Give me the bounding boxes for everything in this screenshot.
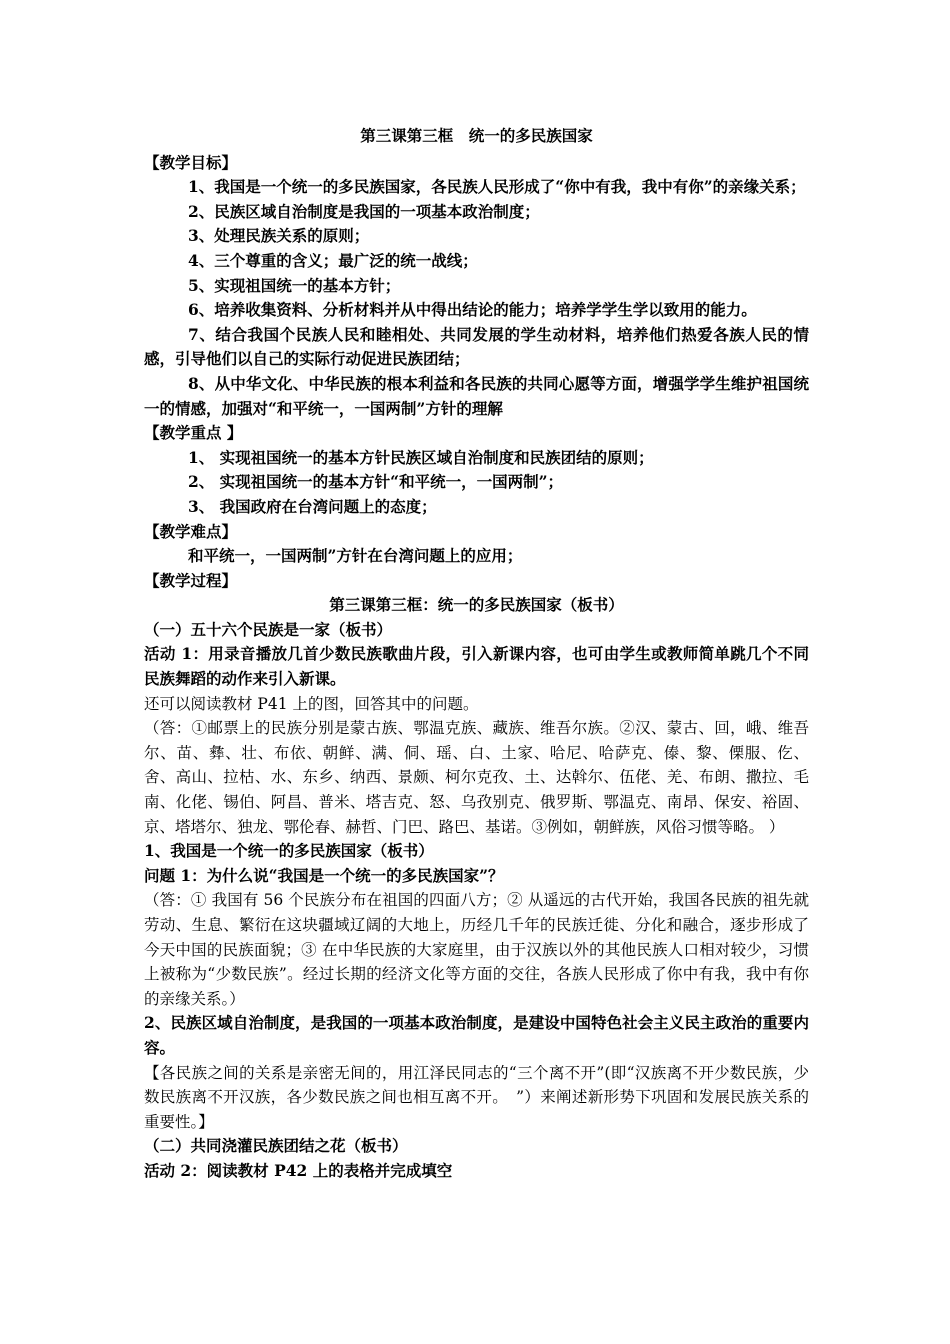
process-header: 【教学过程】 bbox=[144, 570, 238, 590]
activity-1: 活动 1：用录音播放几首少数民族歌曲片段，引入新课内容，也可由学生或教师简单跳几个不同民族舞蹈的动作来引入新课。 bbox=[144, 644, 809, 689]
question-1: 问题 1：为什么说“我国是一个统一的多民族国家”？ bbox=[144, 865, 504, 885]
goals-header: 【教学目标】 bbox=[144, 152, 238, 172]
point-1: 1、我国是一个统一的多民族国家（板书） bbox=[144, 841, 434, 861]
point-2: 2、民族区域自治制度，是我国的一项基本政治制度，是建设中国特色社会主义民主政治的重要内容。 bbox=[144, 1013, 809, 1057]
goal-item: 7、结合我国个民族人民和睦相处、共同发展的学生动材料，培养他们热爱各族人民的情感，引导他们以自己的实际行动促进民族团结； bbox=[144, 324, 809, 369]
document-body bbox=[144, 124, 809, 1184]
section-heading: （一）五十六个民族是一家（板书） bbox=[144, 619, 393, 639]
answer-1: （答：①邮票上的民族分别是蒙古族、鄂温克族、藏族、维吾尔族。②汉、蒙古、回，峨、维吾尔、苗、彝、壮、布依、朝鲜、满、侗、瑶、白、土家、哈尼、哈萨克、傣、黎、傈服、仡、舍、高山、拉枯、水、东乡、纳西、景颇、柯尔克孜、土、达斡尔、伍佬、羌、布朗、撒拉、毛南、化佬、锡伯、阿昌、普米、塔吉克、怒、乌孜别克、俄罗斯、鄂温克、南昂、保安、裕固、京、塔塔尔、独龙、鄂伦春、赫哲、门巴、路巴、基诺。③例如，朝鲜族，风俗习惯等略。 ） bbox=[144, 719, 809, 836]
activity-2: 活动 2：阅读教材 P42 上的表格并完成填空 bbox=[144, 1160, 453, 1180]
quote-block: 【各民族之间的关系是亲密无间的，用江泽民同志的“三个离不开”(即“汉族离不开少数民族，少数民族离不开汉族，各少数民族之间也相互离不开。 ”）来阐述新形势下巩固和发展民族关系的重要性。】 bbox=[144, 1063, 809, 1131]
activity-1-read: 还可以阅读教材 P41 上的图，回答其中的问题。 bbox=[144, 694, 479, 713]
goal-item: 3、处理民族关系的原则； bbox=[188, 226, 370, 246]
difficulty-text: 和平统一，一国两制”方针在台湾问题上的应用； bbox=[188, 546, 523, 566]
key-point-item: 1、 实现祖国统一的基本方针民族区域自治制度和民族团结的原则； bbox=[188, 447, 654, 467]
goal-item: 1、我国是一个统一的多民族国家，各民族人民形成了“你中有我，我中有你”的亲缘关系； bbox=[188, 177, 806, 197]
key-point-item: 2、 实现祖国统一的基本方针“和平统一，一国两制”； bbox=[188, 472, 564, 492]
key-points-header: 【教学重点 】 bbox=[144, 423, 243, 443]
goal-item: 8、从中华文化、中华民族的根本利益和各民族的共同心愿等方面，增强学学生维护祖国统一的情感，加强对“和平统一，一国两制”方针的理解 bbox=[144, 373, 809, 418]
section-heading: （二）共同浇灌民族团结之花（板书） bbox=[144, 1136, 408, 1156]
page-title: 第三课第三框 统一的多民族国家 bbox=[360, 126, 593, 145]
key-point-item: 3、 我国政府在台湾问题上的态度； bbox=[188, 496, 437, 516]
board-title: 第三课第三框：统一的多民族国家（板书） bbox=[329, 595, 624, 615]
goal-item: 2、民族区域自治制度是我国的一项基本政治制度； bbox=[188, 201, 540, 221]
goal-item: 4、三个尊重的含义；最广泛的统一战线； bbox=[188, 250, 478, 270]
goal-item: 5、实现祖国统一的基本方针； bbox=[188, 275, 401, 295]
goal-item: 6、培养收集资料、分析材料并从中得出结论的能力；培养学学生学以致用的能力。 bbox=[188, 300, 757, 320]
difficulty-header: 【教学难点】 bbox=[144, 521, 238, 541]
answer-2: （答：① 我国有 56 个民族分布在祖国的四面八方；② 从遥远的古代开始，我国各民族的祖先就劳动、生息、繁衍在这块疆域辽阔的大地上，历经几千年的民族迁徙、分化和融合，逐步形成了今天中国的民族面貌；③ 在中华民族的大家庭里，由于汉族以外的其他民族人口相对较少，习惯上被称为“少数民族”。经过长期的经济文化等方面的交往，各族人民形成了你中有我，我中有你的亲缘关系。） bbox=[144, 891, 809, 1008]
